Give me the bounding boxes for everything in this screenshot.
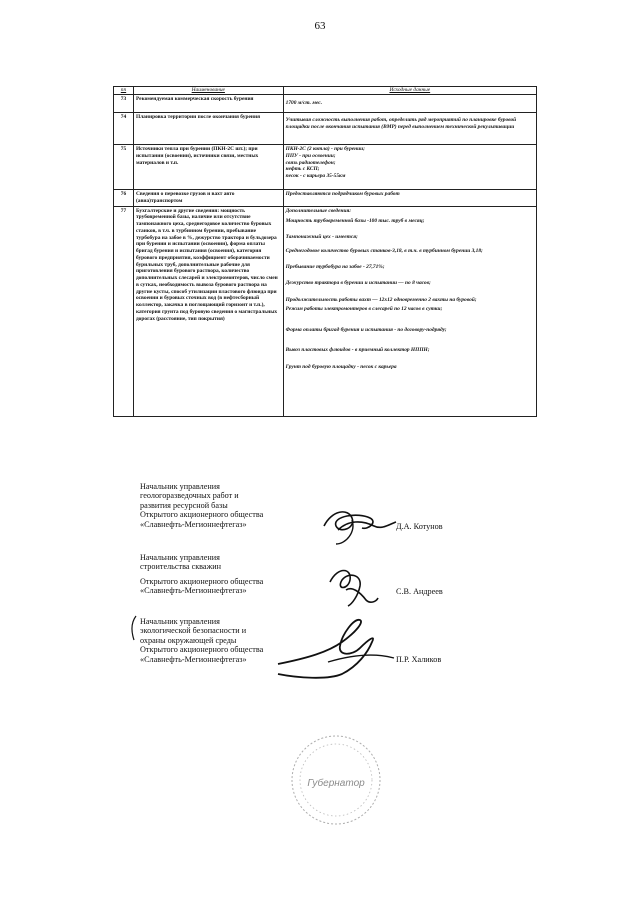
row-name: Сведения о перевозке грузов и вахт авто (авиа)транспортом [133, 190, 283, 207]
table-row [114, 206, 537, 416]
table-header-row [114, 87, 537, 95]
position-line: строительства скважин [140, 562, 221, 572]
page-number: 63 [314, 20, 326, 32]
position-line: экологической безопасности и [140, 626, 247, 636]
table-row [114, 113, 537, 145]
stamp-text: Губернатор [307, 778, 365, 789]
row-number: 74 [114, 113, 134, 145]
header-name: Наименование [133, 87, 283, 95]
table-row [114, 95, 537, 113]
signer-name: Д.А. Котунов [396, 522, 443, 531]
round-stamp [288, 732, 384, 828]
signer-name: П.Р. Халиков [396, 655, 442, 664]
position-line: охраны окружающей среды [140, 635, 237, 645]
header-source-data: Исходные данные [283, 87, 536, 95]
position-line: «Славнефть-Мегионнефтегаз» [140, 654, 247, 664]
position-line: Открытого акционерного общества [140, 510, 264, 520]
position-line: «Славнефть-Мегионнефтегаз» [140, 586, 247, 596]
value-line: 1700 м/ст. мес. [285, 100, 323, 106]
value-line: Учитывая сложность выполнения работ, определить ряд мероприятий по планировке буровой площадки после окончания испытания (ВМР) перед выполнением технической рекультивации [285, 117, 517, 130]
row-name: Рекомендуемая коммерческая скорость бурения [133, 95, 283, 113]
value-line: связь радиотелефон; [285, 159, 336, 166]
position-line: Начальник управления [140, 617, 220, 626]
value-line: Режим работы электромонтеров в слесарей по 12 часов в сутки; [285, 305, 443, 312]
value-line: Тампонажный цех - имеется; [285, 234, 358, 240]
value-line: ППУ - при освоении; [285, 152, 336, 159]
row-value [283, 206, 536, 416]
row-value [283, 95, 536, 113]
value-line: Мощность трубовременной базы -100 тыс. труб в месяц; [285, 218, 425, 225]
position-line: Начальник управления [140, 482, 220, 491]
value-line: Предоставляются подрядчиком буровых работ [285, 191, 400, 197]
value-line: Форма оплаты бригад бурения и испытания - по договору-подряду; [285, 326, 447, 333]
position-line: «Славнефть-Мегионнефтегаз» [140, 519, 247, 529]
position-line: Открытого акционерного общества [140, 576, 264, 586]
row-value [283, 190, 536, 207]
row-name: Планировка территории после окончания бурения [133, 113, 283, 145]
row-name: Источники тепла при бурении (ПКН-2С шт.); при испытании (освоении), источники связи, местных материалов и т.п. [133, 145, 283, 190]
table-row [114, 190, 537, 207]
handwritten-signature [318, 500, 398, 545]
table-row [114, 145, 537, 190]
row-number: 73 [114, 95, 134, 113]
specification-table [113, 86, 537, 417]
signer-name: С.В. Андреев [396, 587, 443, 596]
value-line: Вывоз пластовых флюидов - в приемный коллектор НППН; [285, 347, 430, 354]
row-number: 77 [114, 206, 134, 416]
position-line: Начальник управления [140, 553, 220, 562]
value-line: Дежурство трактора в бурении и испытании — по 8 часов; [285, 280, 431, 287]
value-line: нефть с КСП; [285, 166, 320, 173]
signature-block-position [140, 553, 263, 596]
row-value [283, 145, 536, 190]
row-name: Бухгалтерские и другие сведения: мощность трубовременной базы, наличие или отсутствие тампонажного цеха, среднегодовое количество буровых станков, в т.ч. в турбинном бурении, пребывание турбобура на забое в %, дежурство трактора и бульдозера при бурении и испытании (освоении), форма оплаты бригад бурения и испытания (освоения), категория бурового предприятия, коэффициент оборачиваемости бурильных труб, дополнительные рабочие для приготовления бурового раствора, количество дополнительных слесарей и электромонтеров, число смен в сутках, необходимость вывоза бурового раствора на другие кусты, способ утилизации пластового флюида при освоении и буровых сточных вод (в нефтесборный коллектор, закачка в поглощающий горизонт и т.п.), категория грунта под буровую сведения о магистральных дорогах (расстояние, тип покрытия) [133, 206, 283, 416]
header-number: пп [114, 87, 134, 95]
value-line: ПКН-2С (2 котла) - при бурении; [285, 146, 365, 152]
value-line: Грунт под буровую площадку - песок с карьера [285, 364, 397, 370]
value-line: песок - с карьера 35-55км [285, 173, 346, 179]
handwritten-signature [128, 612, 398, 682]
position-line: развития ресурсной базы [140, 500, 228, 510]
value-line: Среднегодовое количество буровых станков-3,18, в т.ч. в турбинном бурении 3,18; [285, 247, 483, 254]
position-line: геологоразведочных работ и [140, 491, 239, 501]
signature-block-position [140, 482, 263, 529]
value-line: Продолжительность работы вахт — 12х12 одновременно 2 вахты на буровой; [285, 297, 477, 303]
position-line: Открытого акционерного общества [140, 645, 264, 655]
handwritten-signature [322, 560, 382, 610]
row-value [283, 113, 536, 145]
row-number: 75 [114, 145, 134, 190]
value-line: Дополнительные сведения: [285, 207, 352, 214]
row-number: 76 [114, 190, 134, 207]
value-line: Пребывание турбобура на забое - 27,71%; [285, 263, 385, 270]
